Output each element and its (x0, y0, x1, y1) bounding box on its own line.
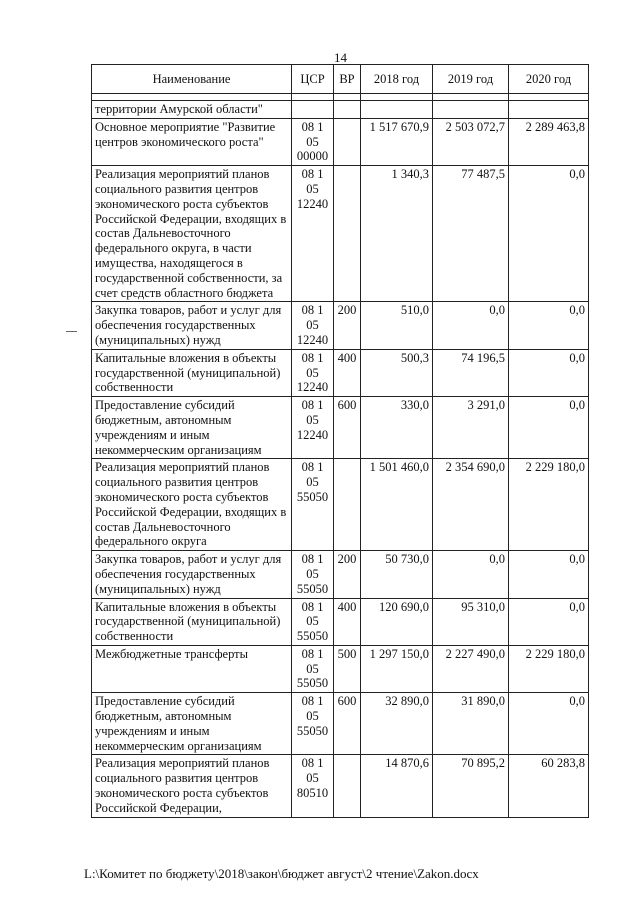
cell-2018: 330,0 (361, 397, 433, 459)
spacer-row (92, 94, 589, 101)
cell-vr (334, 118, 361, 165)
cell-2020: 0,0 (509, 397, 589, 459)
cell-vr: 400 (334, 349, 361, 396)
table-row (92, 101, 589, 119)
cell-vr: 200 (334, 302, 361, 349)
cell-csr: 08 1 05 12240 (292, 302, 334, 349)
page-number: 14 (334, 50, 347, 65)
cell-csr: 08 1 05 55050 (292, 598, 334, 645)
cell-2020 (509, 101, 589, 119)
cell-vr: 400 (334, 598, 361, 645)
cell-2019: 0,0 (433, 551, 509, 598)
cell-name: Капитальные вложения в объекты государственной (муниципальной) собственности (92, 349, 292, 396)
cell-vr (334, 101, 361, 119)
cell-2019: 2 503 072,7 (433, 118, 509, 165)
cell-vr: 600 (334, 693, 361, 755)
table-row (92, 397, 589, 459)
table-row (92, 166, 589, 302)
cell-vr (334, 166, 361, 302)
cell-2018: 32 890,0 (361, 693, 433, 755)
cell-vr: 600 (334, 397, 361, 459)
cell-2020: 0,0 (509, 166, 589, 302)
cell-2020: 60 283,8 (509, 755, 589, 817)
cell-2020: 2 289 463,8 (509, 118, 589, 165)
table-row (92, 693, 589, 755)
cell-csr (292, 101, 334, 119)
cell-2019: 77 487,5 (433, 166, 509, 302)
cell-2018: 14 870,6 (361, 755, 433, 817)
table-row (92, 645, 589, 692)
budget-table (91, 64, 589, 818)
cell-csr: 08 1 05 12240 (292, 397, 334, 459)
cell-vr: 500 (334, 645, 361, 692)
cell-2020: 2 229 180,0 (509, 645, 589, 692)
header-row (92, 65, 589, 94)
cell-2020: 0,0 (509, 302, 589, 349)
cell-csr: 08 1 05 55050 (292, 645, 334, 692)
table-row (92, 598, 589, 645)
cell-2020: 2 229 180,0 (509, 459, 589, 551)
cell-name: Реализация мероприятий планов социального развития центров экономического роста субъектов Российской Федерации, (92, 755, 292, 817)
column-header-vr: ВР (334, 65, 361, 94)
cell-name: Межбюджетные трансферты (92, 645, 292, 692)
cell-2019: 3 291,0 (433, 397, 509, 459)
cell-2018 (361, 101, 433, 119)
cell-2019: 2 227 490,0 (433, 645, 509, 692)
margin-mark (66, 331, 77, 332)
column-header-csr: ЦСР (292, 65, 334, 94)
cell-2018: 510,0 (361, 302, 433, 349)
cell-2020: 0,0 (509, 551, 589, 598)
cell-2018: 1 517 670,9 (361, 118, 433, 165)
cell-vr: 200 (334, 551, 361, 598)
cell-2020: 0,0 (509, 349, 589, 396)
cell-2018: 1 297 150,0 (361, 645, 433, 692)
cell-name: Закупка товаров, работ и услуг для обеспечения государственных (муниципальных) нужд (92, 302, 292, 349)
cell-2019: 31 890,0 (433, 693, 509, 755)
table-row (92, 459, 589, 551)
cell-2018: 50 730,0 (361, 551, 433, 598)
cell-name: Реализация мероприятий планов социального развития центров экономического роста субъектов Российской Федерации, входящих в состав Дальневосточного федерального округа (92, 459, 292, 551)
column-header-name: Наименование (92, 65, 292, 94)
cell-name: Основное мероприятие "Развитие центров экономического роста" (92, 118, 292, 165)
cell-name: Реализация мероприятий планов социального развития центров экономического роста субъектов Российской Федерации, входящих в состав Дальневосточного федерального округа, в части имущества, находящегося в государственной собственности, за счет средств областного бюджета (92, 166, 292, 302)
cell-csr: 08 1 05 55050 (292, 459, 334, 551)
cell-2018: 1 340,3 (361, 166, 433, 302)
table-row (92, 302, 589, 349)
cell-csr: 08 1 05 55050 (292, 551, 334, 598)
column-header-2018: 2018 год (361, 65, 433, 94)
cell-2018: 1 501 460,0 (361, 459, 433, 551)
cell-2019 (433, 101, 509, 119)
cell-name: территории Амурской области" (92, 101, 292, 119)
cell-2018: 500,3 (361, 349, 433, 396)
table-row (92, 118, 589, 165)
cell-2019: 2 354 690,0 (433, 459, 509, 551)
cell-2019: 74 196,5 (433, 349, 509, 396)
table-row (92, 551, 589, 598)
cell-name: Предоставление субсидий бюджетным, автономным учреждениям и иным некоммерческим организациям (92, 397, 292, 459)
cell-name: Капитальные вложения в объекты государственной (муниципальной) собственности (92, 598, 292, 645)
cell-2019: 95 310,0 (433, 598, 509, 645)
cell-2018: 120 690,0 (361, 598, 433, 645)
column-header-2019: 2019 год (433, 65, 509, 94)
cell-csr: 08 1 05 80510 (292, 755, 334, 817)
cell-vr (334, 755, 361, 817)
cell-csr: 08 1 05 55050 (292, 693, 334, 755)
cell-2020: 0,0 (509, 598, 589, 645)
cell-name: Закупка товаров, работ и услуг для обеспечения государственных (муниципальных) нужд (92, 551, 292, 598)
cell-2020: 0,0 (509, 693, 589, 755)
cell-2019: 0,0 (433, 302, 509, 349)
footer-file-path: L:\Комитет по бюджету\2018\закон\бюджет август\2 чтение\Zakon.docx (84, 866, 479, 881)
cell-csr: 08 1 05 00000 (292, 118, 334, 165)
cell-name: Предоставление субсидий бюджетным, автономным учреждениям и иным некоммерческим организациям (92, 693, 292, 755)
table-row (92, 349, 589, 396)
cell-csr: 08 1 05 12240 (292, 349, 334, 396)
cell-2019: 70 895,2 (433, 755, 509, 817)
column-header-2020: 2020 год (509, 65, 589, 94)
cell-vr (334, 459, 361, 551)
table-row (92, 755, 589, 817)
cell-csr: 08 1 05 12240 (292, 166, 334, 302)
